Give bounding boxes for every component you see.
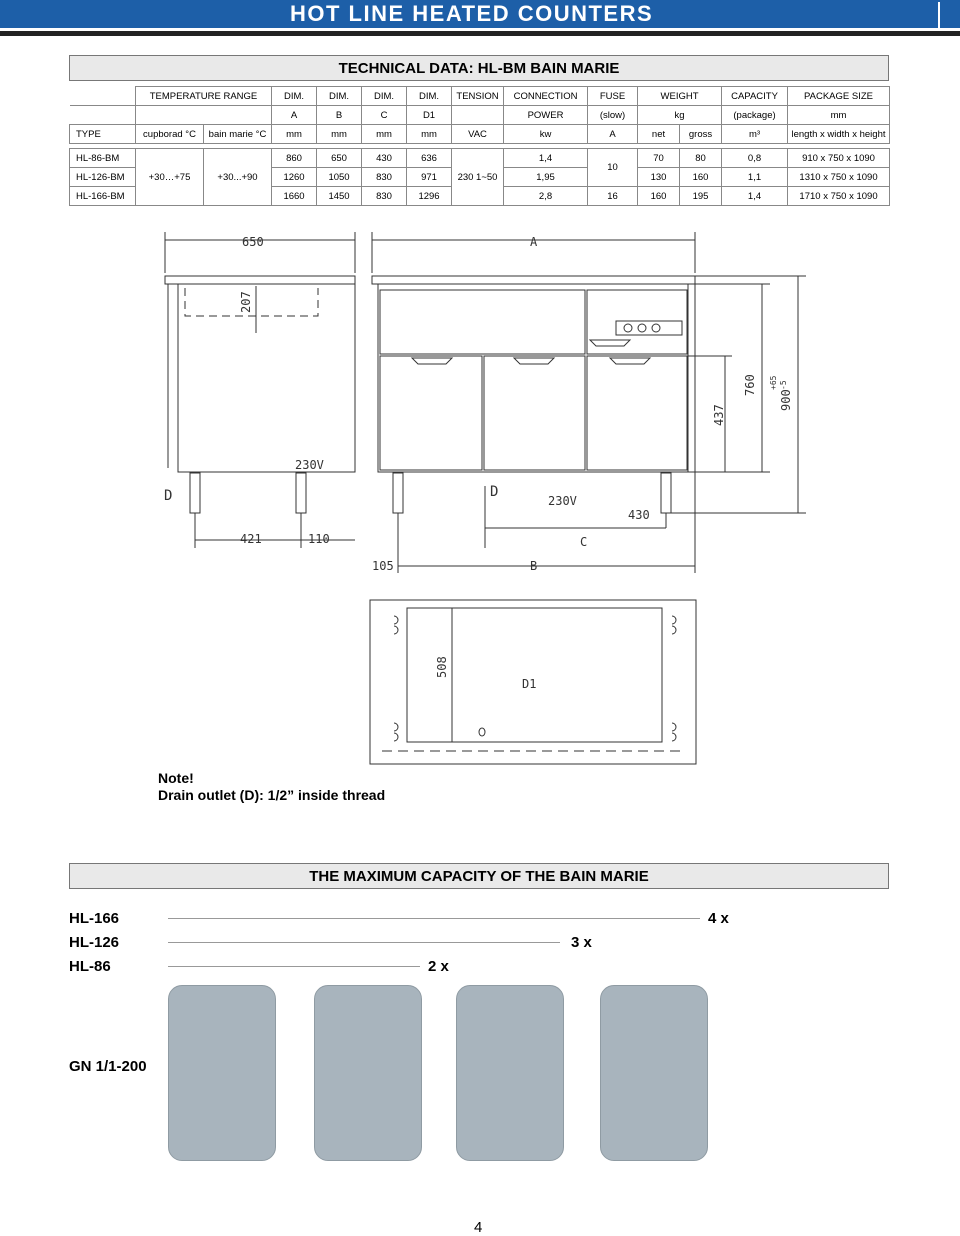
- unit-fuse: (slow): [588, 106, 638, 125]
- gn-pans: [168, 985, 728, 1165]
- unit-c: C: [362, 106, 407, 125]
- col-capacity: CAPACITY: [722, 87, 788, 106]
- cell-package: 910 x 750 x 1090: [788, 149, 890, 168]
- col-type: TYPE: [70, 125, 136, 144]
- mm-d1: mm: [407, 125, 452, 144]
- label-430: 430: [628, 508, 650, 522]
- cell-power: 1,4: [504, 149, 588, 168]
- bain-range: +30...+90: [204, 149, 272, 206]
- cell-power: 1,95: [504, 168, 588, 187]
- cell-a: 1660: [272, 187, 317, 206]
- unit-d1: D1: [407, 106, 452, 125]
- label-207: 207: [239, 291, 253, 313]
- row-type: HL-86-BM: [70, 149, 136, 168]
- gn-pan: [456, 985, 564, 1161]
- col-package: PACKAGE SIZE: [788, 87, 890, 106]
- height-dimensions: [671, 276, 806, 513]
- cell-c: 830: [362, 168, 407, 187]
- label-230v-left: 230V: [295, 458, 324, 472]
- cell-package: 1310 x 750 x 1090: [788, 168, 890, 187]
- unit-package: mm: [788, 106, 890, 125]
- technical-drawing: [150, 228, 810, 768]
- col-vac: VAC: [452, 125, 504, 144]
- label-230v-right: 230V: [548, 494, 577, 508]
- note-text: Drain outlet (D): 1/2” inside thread: [158, 787, 386, 803]
- col-m3: m³: [722, 125, 788, 144]
- label-508: 508: [435, 656, 449, 678]
- label-900-tol-dn: -5: [779, 380, 788, 390]
- cell-a: 1260: [272, 168, 317, 187]
- col-weight: WEIGHT: [638, 87, 722, 106]
- cell-c: 830: [362, 187, 407, 206]
- col-amp: A: [588, 125, 638, 144]
- page-title: HOT LINE HEATED COUNTERS: [290, 1, 654, 26]
- cell-gross: 80: [680, 149, 722, 168]
- capacity-count: 4 x: [708, 910, 729, 927]
- col-kw: kw: [504, 125, 588, 144]
- header-bar: [0, 0, 960, 28]
- col-tension: TENSION: [452, 87, 504, 106]
- capacity-line: [168, 918, 700, 919]
- col-dim-c: DIM.: [362, 87, 407, 106]
- tech-data-table: [69, 86, 890, 206]
- cell-power: 2,8: [504, 187, 588, 206]
- gn-pan: [314, 985, 422, 1161]
- unit-b: B: [317, 106, 362, 125]
- cell-c: 430: [362, 149, 407, 168]
- label-d-right: D: [490, 484, 499, 500]
- col-dim-d1: DIM.: [407, 87, 452, 106]
- cell-b: 1050: [317, 168, 362, 187]
- label-437: 437: [712, 404, 726, 426]
- label-105: 105: [372, 559, 394, 573]
- label-110: 110: [308, 532, 330, 546]
- header-tab: [938, 2, 952, 28]
- label-650: 650: [242, 235, 264, 249]
- capacity-count: 2 x: [428, 958, 449, 975]
- label-421: 421: [240, 532, 262, 546]
- header-row-1: [70, 87, 890, 106]
- unit-weight: kg: [638, 106, 722, 125]
- row-type: HL-126-BM: [70, 168, 136, 187]
- cell-capacity: 1,1: [722, 168, 788, 187]
- table-row: [70, 149, 890, 168]
- page-number: 4: [474, 1219, 483, 1236]
- mm-b: mm: [317, 125, 362, 144]
- col-bain: bain marie °C: [204, 125, 272, 144]
- fuse-small: 10: [588, 149, 638, 187]
- col-dim-b: DIM.: [317, 87, 362, 106]
- unit-a: A: [272, 106, 317, 125]
- side-view: [164, 276, 355, 548]
- mm-a: mm: [272, 125, 317, 144]
- cell-b: 650: [317, 149, 362, 168]
- note-title: Note!: [158, 770, 194, 786]
- col-lwh: length x width x height: [788, 125, 890, 144]
- label-a: A: [530, 235, 538, 249]
- col-fuse: FUSE: [588, 87, 638, 106]
- gn-pan: [168, 985, 276, 1161]
- label-d-left: D: [164, 488, 173, 504]
- col-dim-a: DIM.: [272, 87, 317, 106]
- header-rule: [0, 31, 960, 36]
- tension-value: 230 1~50: [452, 149, 504, 206]
- capacity-model: HL-86: [69, 958, 111, 975]
- col-temperature: TEMPERATURE RANGE: [136, 87, 272, 106]
- label-b: B: [530, 559, 538, 573]
- col-cupboard: cupborad °C: [136, 125, 204, 144]
- capacity-model: HL-126: [69, 934, 120, 951]
- capacity-line: [168, 942, 560, 943]
- cell-gross: 195: [680, 187, 722, 206]
- drain-note: [158, 770, 385, 804]
- cell-package: 1710 x 750 x 1090: [788, 187, 890, 206]
- tech-data-title: TECHNICAL DATA: HL-BM BAIN MARIE: [69, 55, 889, 81]
- cell-d1: 636: [407, 149, 452, 168]
- capacity-count: 3 x: [571, 934, 592, 951]
- label-d1: D1: [522, 677, 537, 691]
- capacity-model: HL-166: [69, 910, 120, 927]
- dimension-650: [165, 232, 355, 273]
- cell-d1: 971: [407, 168, 452, 187]
- header-row-3: [70, 125, 890, 144]
- cell-b: 1450: [317, 187, 362, 206]
- pan-label: GN 1/1-200: [69, 1058, 147, 1075]
- dimension-a: [372, 232, 695, 273]
- label-760: 760: [743, 374, 757, 396]
- cell-net: 130: [638, 168, 680, 187]
- top-view: [370, 600, 696, 764]
- cell-fuse: 16: [588, 187, 638, 206]
- cupboard-range: +30…+75: [136, 149, 204, 206]
- cell-net: 70: [638, 149, 680, 168]
- header-row-2: [70, 106, 890, 125]
- cell-capacity: 1,4: [722, 187, 788, 206]
- col-gross: gross: [680, 125, 722, 144]
- unit-power: POWER: [504, 106, 588, 125]
- label-c: C: [580, 535, 588, 549]
- unit-capacity: (package): [722, 106, 788, 125]
- label-900: 900: [779, 389, 793, 411]
- cell-d1: 1296: [407, 187, 452, 206]
- row-type: HL-166-BM: [70, 187, 136, 206]
- cell-net: 160: [638, 187, 680, 206]
- col-connection: CONNECTION: [504, 87, 588, 106]
- front-view: [372, 276, 695, 573]
- cell-gross: 160: [680, 168, 722, 187]
- mm-c: mm: [362, 125, 407, 144]
- cell-a: 860: [272, 149, 317, 168]
- capacity-line: [168, 966, 420, 967]
- col-net: net: [638, 125, 680, 144]
- capacity-title: THE MAXIMUM CAPACITY OF THE BAIN MARIE: [69, 863, 889, 889]
- cell-capacity: 0,8: [722, 149, 788, 168]
- label-900-tol-up: +65: [769, 375, 778, 390]
- gn-pan: [600, 985, 708, 1161]
